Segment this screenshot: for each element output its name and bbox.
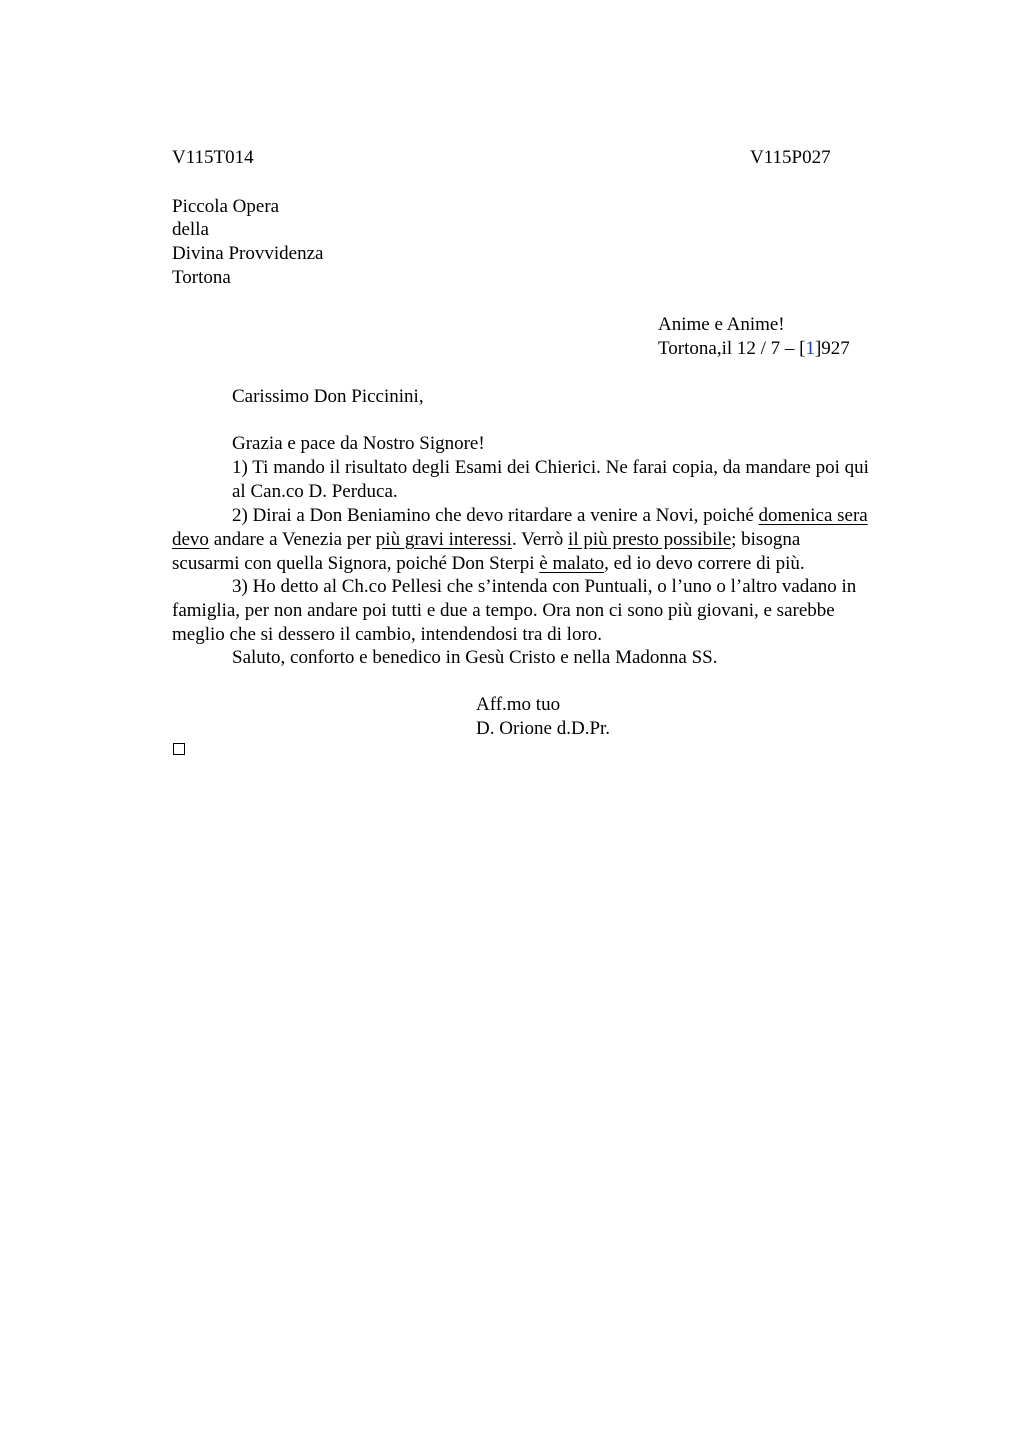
sender-line: Divina Provvidenza xyxy=(172,243,324,264)
sender-line: Piccola Opera xyxy=(172,196,280,217)
signature-line: D. Orione d.D.Pr. xyxy=(476,718,611,739)
underlined-text: domenica sera xyxy=(758,505,868,526)
text-run: ; bisogna xyxy=(731,529,801,550)
salutation: Carissimo Don Piccinini, xyxy=(232,386,424,407)
text-run: 2) Dirai a Don Beniamino che devo ritardare a venire a Novi, poiché xyxy=(232,505,759,526)
paragraph-2-line xyxy=(172,528,800,552)
archive-code-left: V115T014 xyxy=(172,147,254,168)
underlined-text: il più presto possibile xyxy=(568,529,732,550)
empty-checkbox-symbol xyxy=(173,743,185,755)
year-bracket-digit: 1 xyxy=(805,338,815,359)
sender-line: della xyxy=(172,219,209,240)
paragraph-3-line: 3) Ho detto al Ch.co Pellesi che s’intenda con Puntuali, o l’uno o l’altro vadano in xyxy=(232,576,857,597)
paragraph-1-line: al Can.co D. Perduca. xyxy=(232,481,398,502)
greeting: Grazia e pace da Nostro Signore! xyxy=(232,433,485,454)
paragraph-1-line: 1) Ti mando il risultato degli Esami dei Chierici. Ne farai copia, da mandare poi qui xyxy=(232,457,869,478)
archive-code-right: V115P027 xyxy=(750,147,831,168)
place-date-prefix: Tortona,il 12 / 7 – [ xyxy=(658,338,806,359)
paragraph-3-line: meglio che si dessero il cambio, intendendosi tra di loro. xyxy=(172,624,603,645)
paragraph-2-line xyxy=(232,504,868,528)
text-run: , ed io devo correre di più. xyxy=(604,553,805,574)
paragraph-2-line xyxy=(172,552,805,576)
text-run: . Verrò xyxy=(511,529,569,550)
closing-line: Saluto, conforto e benedico in Gesù Cristo e nella Madonna SS. xyxy=(232,647,718,668)
text-run: scusarmi con quella Signora, poiché Don Sterpi xyxy=(172,553,540,574)
year-suffix: ]927 xyxy=(814,338,850,359)
motto: Anime e Anime! xyxy=(658,314,785,335)
sender-line: Tortona xyxy=(172,267,231,288)
place-date xyxy=(658,337,850,361)
underlined-text: devo xyxy=(172,529,209,550)
paragraph-3-line: famiglia, per non andare poi tutti e due a tempo. Ora non ci sono più giovani, e sarebbe xyxy=(172,600,835,621)
signature-line: Aff.mo tuo xyxy=(476,694,561,715)
text-run: andare a Venezia per xyxy=(208,529,376,550)
underlined-text: è malato xyxy=(539,553,605,574)
underlined-text: più gravi interessi xyxy=(375,529,512,550)
